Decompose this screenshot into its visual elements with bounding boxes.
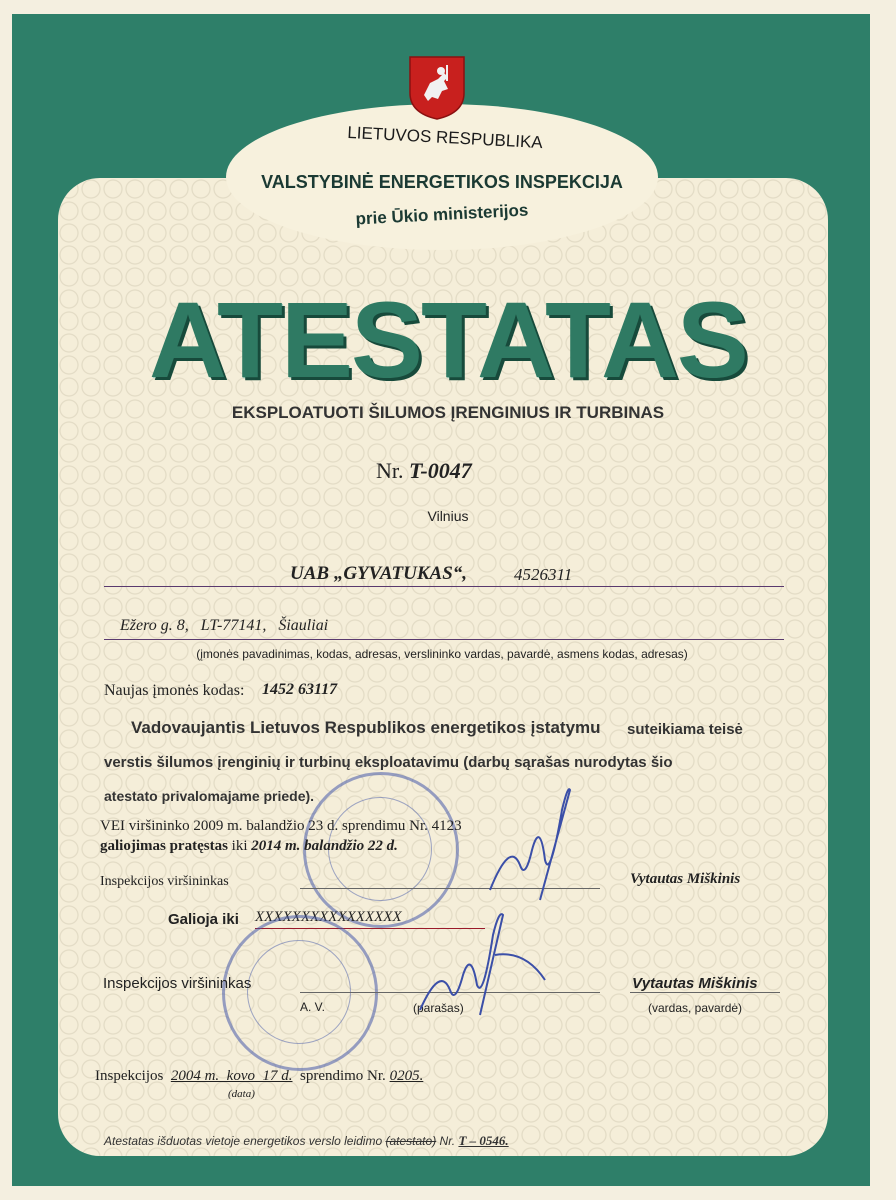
extension-date: 2014 m. balandžio 22 d. xyxy=(251,838,398,854)
address-underline xyxy=(104,639,784,640)
extension-iki: iki xyxy=(231,838,248,854)
new-code-value: 1452 63117 xyxy=(262,681,338,698)
extension-line2 xyxy=(100,838,398,855)
decision-mid: sprendimo Nr. xyxy=(299,1068,386,1084)
extension-label: galiojimas pratęstas xyxy=(100,838,228,854)
number-prefix: Nr. xyxy=(376,458,404,483)
signature-role: Inspekcijos viršininkas xyxy=(103,975,252,992)
decision-number: 0205. xyxy=(389,1068,424,1084)
extension-name: Vytautas Miškinis xyxy=(630,871,741,887)
footer-struck: (atestato) xyxy=(385,1134,437,1148)
signature-lower xyxy=(405,895,550,1025)
coat-of-arms-icon xyxy=(408,55,466,121)
signature-upper xyxy=(470,780,590,910)
company-underline xyxy=(104,586,784,587)
grant-text-line3: atestato privalomajame priede). xyxy=(104,788,315,804)
stamp-place-label: A. V. xyxy=(300,1000,325,1014)
footer-number: T – 0546. xyxy=(458,1133,509,1148)
signature-caption: (parašas) xyxy=(413,1001,464,1015)
grant-text-line1b: suteikiama teisė xyxy=(627,721,743,738)
footer-note xyxy=(104,1133,509,1149)
validity-label: Galioja iki xyxy=(168,911,239,928)
company-name: UAB „GYVATUKAS“, xyxy=(290,563,468,584)
certificate-number xyxy=(376,458,472,484)
name-line xyxy=(630,992,780,993)
official-stamp-lower xyxy=(222,915,378,1071)
company-address: Ežero g. 8, LT-77141, Šiauliai xyxy=(120,617,329,634)
header-agency: VALSTYBINĖ ENERGETIKOS INSPEKCIJA xyxy=(261,172,623,192)
decision-prefix: Inspekcijos xyxy=(95,1068,164,1084)
decision-date: 2004 m. kovo 17 d. xyxy=(170,1068,293,1084)
decision-line xyxy=(95,1068,423,1085)
company-code: 4526311 xyxy=(514,565,573,584)
extension-line1: VEI viršininko 2009 m. balandžio 23 d. sprendimu Nr. 4123 xyxy=(100,818,462,834)
city: Vilnius xyxy=(427,508,469,524)
footer-text: Atestatas išduotas vietoje energetikos verslo leidimo xyxy=(104,1134,383,1148)
header-country: LIETUVOS RESPUBLIKA xyxy=(346,122,544,153)
new-code-label: Naujas įmonės kodas: xyxy=(104,682,245,699)
company-caption: (įmonės pavadinimas, kodas, adresas, verslininko vardas, pavardė, asmens kodas, adresas) xyxy=(196,647,688,661)
footer-nr: Nr. xyxy=(439,1134,456,1148)
name-caption: (vardas, pavardė) xyxy=(648,1001,743,1015)
validity-value: XXXXXXXXXXXXXXXX xyxy=(255,909,402,925)
certificate-subtitle: EKSPLOATUOTI ŠILUMOS ĮRENGINIUS IR TURBINAS xyxy=(231,403,665,422)
grant-text-line2: verstis šilumos įrenginių ir turbinų eksploatavimu (darbų sąrašas nurodytas šio xyxy=(104,754,673,771)
header-ministry: prie Ūkio ministerijos xyxy=(355,200,529,229)
signatory-name: Vytautas Miškinis xyxy=(632,975,758,992)
decision-date-caption: (data) xyxy=(228,1088,255,1100)
number-value: T-0047 xyxy=(409,458,472,483)
certificate-title: ATESTATAS xyxy=(149,279,747,400)
grant-text-line1: Vadovaujantis Lietuvos Respublikos energetikos įstatymu xyxy=(131,718,601,737)
extension-role: Inspekcijos viršininkas xyxy=(100,874,229,889)
